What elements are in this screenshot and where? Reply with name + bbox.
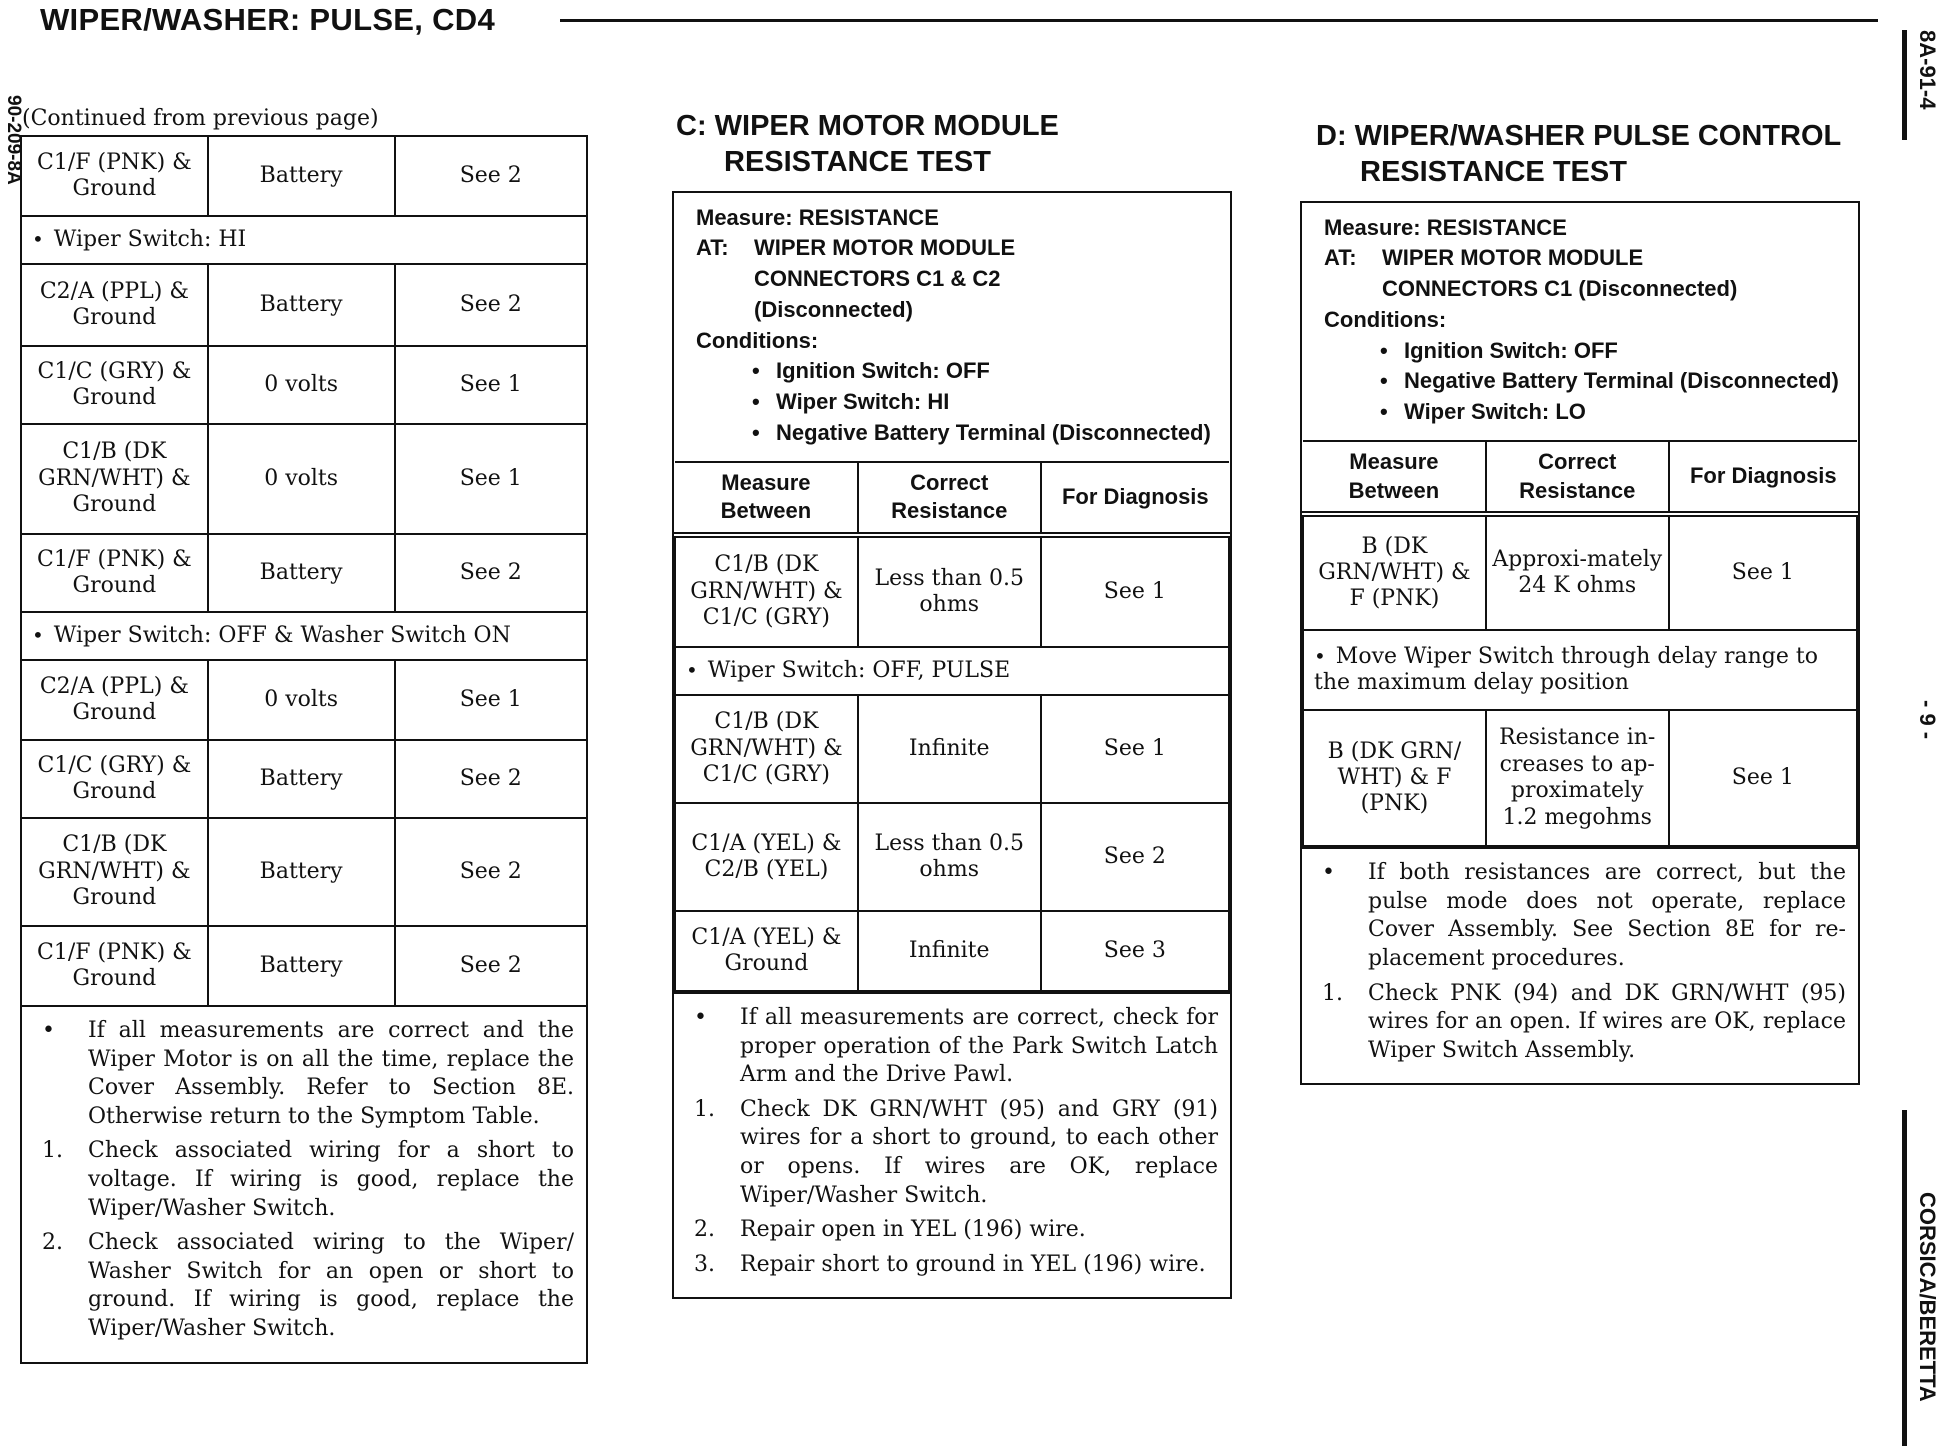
page-title: WIPER/WASHER: PULSE, CD4 [40,2,496,37]
table-row [21,660,587,740]
value-cell: Approxi-mately 24 K ohms [1486,514,1669,630]
condition-item: Wiper Switch: LO [1404,399,1586,425]
value-cell: Resistance in-creases to ap-proximately 1.2 megohms [1486,710,1669,846]
value-cell: Less than 0.5 ohms [858,803,1041,911]
value-cell: Battery [208,264,395,346]
section-c-title-line1: C: WIPER MOTOR MODULE [676,110,1059,142]
value-cell: 0 volts [208,346,395,424]
measure-between-cell: B (DK GRN/ WHT) & F (PNK) [1303,710,1486,846]
value-cell: Battery [208,740,395,818]
measure-between-cell: C1/B (DK GRN/WHT) & C1/C (GRY) [675,535,858,647]
measure-between-cell: C1/F (PNK) & Ground [21,926,208,1006]
value-cell: 0 volts [208,424,395,534]
table-row [675,911,1229,991]
title-rule [560,19,1878,22]
diagnosis-cell: See 1 [1669,710,1857,846]
condition-row [21,216,587,264]
condition-item: Wiper Switch: HI [776,389,950,415]
condition-cell [21,216,587,264]
diagnosis-cell: See 2 [395,136,587,216]
table-row [21,926,587,1006]
right-rule-bottom [1902,1110,1907,1446]
header-correct-resistance: Correct Resistance [1486,441,1669,514]
condition-cell [21,612,587,660]
note-marker: • [42,1018,55,1043]
diagnosis-cell: See 2 [395,818,587,926]
measure-between-cell: B (DK GRN/WHT) & F (PNK) [1303,514,1486,630]
right-page-id: 8A-91-4 [1915,30,1940,110]
value-cell: Battery [208,818,395,926]
measure-between-cell: C1/F (PNK) & Ground [21,136,208,216]
header-for-diagnosis: For Diagnosis [1669,441,1857,514]
measure-between-cell: C1/C (GRY) & Ground [21,740,208,818]
note-text: Check PNK (94) and DK GRN/WHT (95) wires for an open. If wires are OK, replace Wiper Switch Assembly. [1368,980,1846,1063]
table-row [1303,514,1857,630]
col-d-table [1302,440,1858,847]
table-row [675,803,1229,911]
note-item [694,1004,1218,1090]
condition-text: • Wiper Switch: OFF, PULSE [686,658,1010,683]
value-cell: Infinite [858,695,1041,803]
condition-text: • Wiper Switch: HI [32,227,246,252]
col-c-table [674,461,1230,992]
conditions-label: Conditions: [1324,306,1447,332]
note-item [42,1017,574,1131]
diagnosis-cell: See 1 [1041,695,1229,803]
diagnosis-cell: See 2 [395,926,587,1006]
note-marker: • [1322,860,1335,886]
table-row [21,136,587,216]
measure-between-cell: C2/A (PPL) & Ground [21,264,208,346]
table-row [21,346,587,424]
diagnosis-cell: See 1 [1669,514,1857,630]
note-text: Repair short to ground in YEL (196) wire. [740,1251,1206,1277]
table-row [21,264,587,346]
col-d-notes [1300,849,1860,1085]
at-line: CONNECTORS C1 & C2 [754,266,1001,292]
column-b [20,106,588,1364]
section-d-box [1300,201,1860,850]
condition-item: Negative Battery Terminal (Disconnected) [1404,368,1839,394]
table-row [21,534,587,612]
note-text: Check DK GRN/WHT (95) and GRY (91) wires for a short to ground, to each other or opens. If wires are OK, replace Wiper/Washer Switch. [740,1096,1218,1208]
measure-label: Measure: RESISTANCE [696,204,939,230]
condition-text: • Move Wiper Switch through delay range to the maximum delay position [1314,644,1818,695]
diagnosis-cell: See 2 [395,264,587,346]
table-row [675,695,1229,803]
note-text: Check associated wiring for a short to voltage. If wiring is good, replace the Wiper/Washer Switch. [88,1138,574,1221]
diagnosis-cell: See 2 [395,740,587,818]
section-c-box [672,191,1232,995]
note-marker: 1. [694,1096,715,1122]
value-cell: 0 volts [208,660,395,740]
section-d-spec: Measure: RESISTANCE AT: WIPER MOTOR MODULE CONNECTORS C1 (Disconnected) Conditions: • Ignition Switch: OFF • Negative Battery Terminal (Disconnected) • Wiper Switch: LO [1302,203,1858,437]
measure-label: Measure: RESISTANCE [1324,214,1567,240]
header-for-diagnosis: For Diagnosis [1041,462,1229,535]
measure-between-cell: C1/A (YEL) & C2/B (YEL) [675,803,858,911]
note-item [1322,859,1846,973]
diagnosis-cell: See 1 [395,346,587,424]
measure-between-cell: C1/B (DK GRN/WHT) & Ground [21,424,208,534]
section-d-title-line2: RESISTANCE TEST [1360,156,1627,189]
note-text: If all measurements are correct, check for proper operation of the Park Switch Latch Arm and the Drive Pawl. [740,1005,1218,1088]
col-b-table [20,135,588,1007]
col-c-notes [672,994,1232,1299]
note-item [42,1137,574,1223]
note-item [694,1251,1218,1280]
note-text: Repair open in YEL (196) wire. [740,1217,1086,1243]
section-c-title [676,108,1232,181]
continued-note: (Continued from previous page) [22,106,379,131]
table-row [21,818,587,926]
condition-text: • Wiper Switch: OFF & Washer Switch ON [32,623,511,648]
column-c [652,108,1232,1299]
note-marker: • [694,1005,707,1031]
at-line: CONNECTORS C1 (Disconnected) [1382,276,1738,302]
table-row [21,740,587,818]
measure-between-cell: C2/A (PPL) & Ground [21,660,208,740]
measure-between-cell: C1/F (PNK) & Ground [21,534,208,612]
diagnosis-cell: See 1 [395,424,587,534]
left-margin-code: 90-209-8A [3,95,24,185]
diagnosis-cell: See 1 [1041,535,1229,647]
value-cell: Infinite [858,911,1041,991]
right-page-number: - 9 - [1915,700,1940,740]
diagnosis-cell: See 2 [1041,803,1229,911]
note-text: If all measurements are correct and the Wiper Motor is on all the time, replace the Cover Assembly. Refer to Section 8E. Otherwise return to the Symptom Table. [88,1018,574,1129]
note-item [694,1096,1218,1210]
table-row [21,424,587,534]
diagnosis-cell: See 2 [395,534,587,612]
condition-row [21,612,587,660]
note-text: If both resistances are correct, but the pulse mode does not operate, replace Cover Assembly. See Section 8E for re-placement procedures. [1368,860,1846,972]
measure-between-cell: C1/B (DK GRN/WHT) & Ground [21,818,208,926]
col-b-notes [20,1007,588,1364]
note-marker: 3. [694,1251,715,1277]
section-c-spec: Measure: RESISTANCE AT: WIPER MOTOR MODULE CONNECTORS C1 & C2 (Disconnected) Conditions: • Ignition Switch: OFF • Wiper Switch: HI • Negative Battery Terminal (Disconnected) [674,193,1230,457]
section-d-title [1316,118,1870,191]
table-row [675,535,1229,647]
condition-item: Negative Battery Terminal (Disconnected) [776,420,1211,446]
header-measure-between: Measure Between [675,462,858,535]
condition-cell [1303,630,1857,710]
at-label: AT: [1324,245,1357,271]
condition-item: Ignition Switch: OFF [1404,337,1618,363]
diagnosis-cell: See 3 [1041,911,1229,991]
column-d [1300,118,1870,1085]
at-line: WIPER MOTOR MODULE [754,235,1016,261]
at-label: AT: [696,235,729,261]
condition-item: Ignition Switch: OFF [776,358,990,384]
note-marker: 2. [694,1217,715,1243]
diagnosis-cell: See 1 [395,660,587,740]
note-marker: 1. [42,1138,63,1164]
value-cell: Battery [208,534,395,612]
header-measure-between: Measure Between [1303,441,1486,514]
value-cell: Less than 0.5 ohms [858,535,1041,647]
value-cell: Battery [208,136,395,216]
section-c-title-line2: RESISTANCE TEST [724,146,991,179]
note-marker: 2. [42,1230,63,1256]
note-item [1322,980,1846,1066]
at-line: (Disconnected) [754,296,913,322]
right-model: CORSICA/BERETTA [1915,1192,1940,1402]
section-d-title-line1: D: WIPER/WASHER PULSE CONTROL [1316,120,1842,152]
measure-between-cell: C1/B (DK GRN/WHT) & C1/C (GRY) [675,695,858,803]
conditions-label: Conditions: [696,327,819,353]
note-text: Check associated wiring to the Wiper/ Washer Switch for an open or short to ground. If wiring is good, replace the Wiper/Washer Switch. [88,1230,574,1341]
note-marker: 1. [1322,980,1343,1006]
value-cell: Battery [208,926,395,1006]
measure-between-cell: C1/C (GRY) & Ground [21,346,208,424]
note-item [694,1216,1218,1245]
condition-row [675,647,1229,695]
right-rule-top [1902,30,1907,140]
at-line: WIPER MOTOR MODULE [1382,245,1644,271]
condition-row [1303,630,1857,710]
note-item [42,1229,574,1343]
header-correct-resistance: Correct Resistance [858,462,1041,535]
table-row [1303,710,1857,846]
condition-cell [675,647,1229,695]
measure-between-cell: C1/A (YEL) & Ground [675,911,858,991]
